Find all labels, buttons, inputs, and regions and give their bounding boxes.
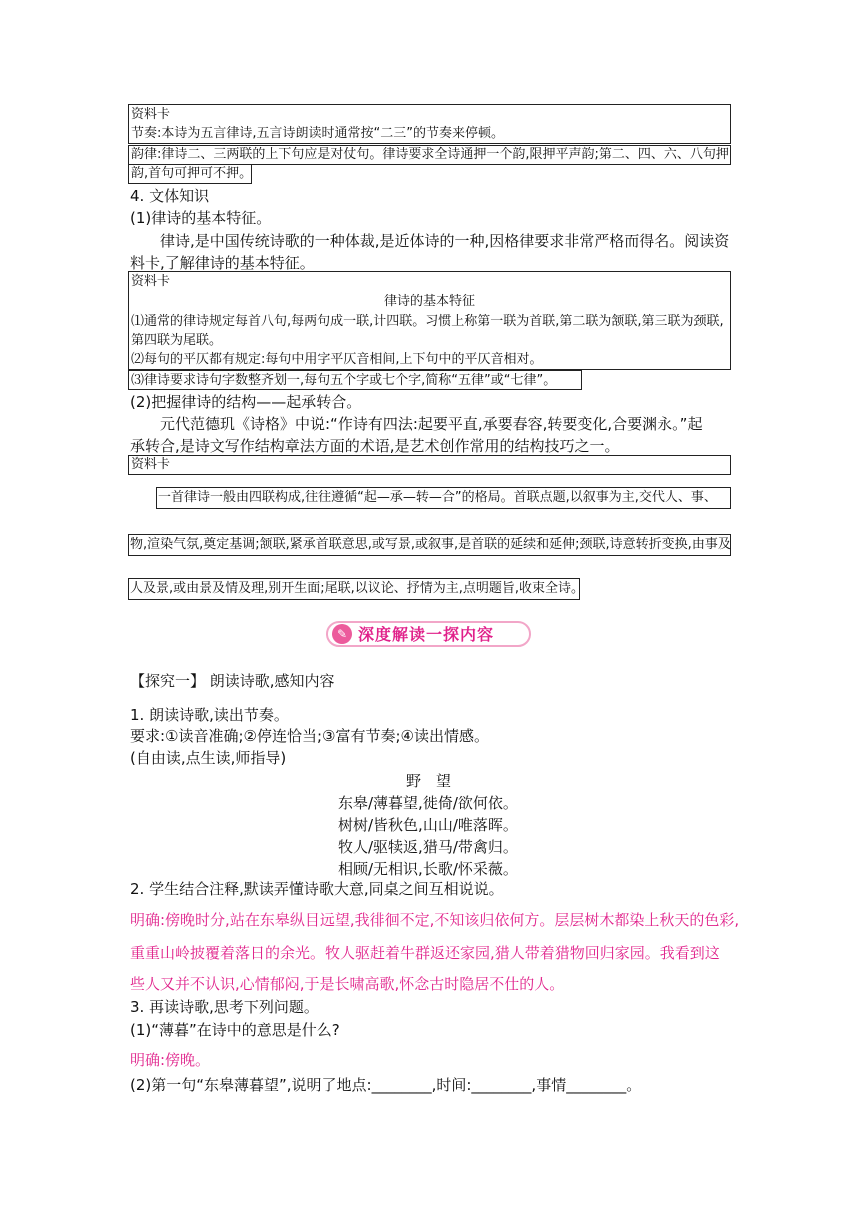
paragraph-cont: 承转合,是诗文写作结构章法方面的术语,是艺术创作常用的结构技巧之一。 (130, 437, 620, 455)
subheading: (2)把握律诗的结构——起承转合。 (130, 393, 362, 411)
answer-2-cont: 些人又并不认识,心情郁闷,于是长啸高歌,怀念古时隐居不仕的人。 (130, 975, 565, 993)
subheading: (1)律诗的基本特征。 (130, 209, 272, 227)
info-card-structure (128, 455, 731, 475)
poem-line: 相顾/无相识,长歌/怀采薇。 (338, 860, 518, 878)
paragraph-cont: 料卡,了解律诗的基本特征。 (130, 254, 315, 272)
card-rhythm-text: 节奏:本诗为五言律诗,五言诗朗读时通常按“二三”的节奏来停顿。 (131, 126, 504, 141)
feature-item-2: ⑵每句的平仄都有规定:每句中用字平仄音相间,上下句中的平仄音相对。 (131, 352, 543, 367)
card-title: 资料卡 (131, 274, 171, 289)
section-banner (326, 621, 531, 647)
requirements: 要求:①读音准确;②停连恰当;③富有节奏;④读出情感。 (130, 727, 490, 745)
card-rhyme-text: 韵律:律诗二、三两联的上下句应是对仗句。律诗要求全诗通押一个韵,限押平声韵;第二、四、六、八句押 (131, 147, 729, 162)
structure-text-2: 物,渲染气氛,奠定基调;颔联,紧承首联意思,或写景,或叙事,是首联的延续和延伸;颈联,诗意转折变换,由事及 (130, 537, 731, 552)
poem-line: 树树/皆秋色,山山/唯落晖。 (338, 816, 518, 834)
feature-item-1-cont: 第四联为尾联。 (131, 333, 223, 348)
structure-text-1: 一首律诗一般由四联构成,往往遵循“起—承—转—合”的格局。首联点题,以叙事为主,交代人、事、 (158, 490, 717, 505)
explore-heading: 【探究一】 朗读诗歌,感知内容 (130, 672, 335, 690)
question-2: 2. 学生结合注释,默读弄懂诗歌大意,同桌之间互相说说。 (130, 880, 504, 898)
section-heading: 4. 文体知识 (130, 187, 210, 205)
paragraph: 律诗,是中国传统诗歌的一种体裁,是近体诗的一种,因格律要求非常严格而得名。阅读资 (160, 232, 730, 250)
answer-2: 明确:傍晚时分,站在东皋纵目远望,我徘徊不定,不知该归依何方。层层树木都染上秋天的色彩, (130, 911, 740, 929)
banner-label: 深度解读一探内容 (358, 625, 495, 644)
answer-3-1: 明确:傍晚。 (130, 1051, 211, 1069)
poem-line: 东皋/薄暮望,徙倚/欲何依。 (338, 794, 518, 812)
poem-title: 野 望 (406, 772, 452, 790)
answer-2-cont: 重重山岭披覆着落日的余光。牧人驱赶着牛群返还家园,猎人带着猎物回归家园。我看到这 (130, 944, 720, 962)
question-1: 1. 朗读诗歌,读出节奏。 (130, 706, 289, 724)
reading-method: (自由读,点生读,师指导) (130, 749, 287, 767)
question-3-1: (1)“薄暮”在诗中的意思是什么? (130, 1021, 340, 1039)
card-rhyme-text-cont: 韵,首句可押可不押。 (131, 166, 253, 181)
book-icon: ✎ (332, 624, 352, 644)
card-title: 资料卡 (131, 107, 171, 122)
structure-text-3: 人及景,或由景及情及理,别开生面;尾联,以议论、抒情为主,点明题旨,收束全诗。 (130, 581, 585, 596)
card-title: 资料卡 (131, 457, 171, 472)
question-3-2: (2)第一句“东皋薄暮望”,说明了地点:________,时间:________,事情________。 (130, 1076, 642, 1094)
card-center-title: 律诗的基本特征 (384, 294, 476, 309)
poem-line: 牧人/驱犊返,猎马/带禽归。 (338, 838, 518, 856)
feature-item-1: ⑴通常的律诗规定每首八句,每两句成一联,计四联。习惯上称第一联为首联,第二联为颔联,第三联为颈联, (131, 314, 724, 329)
question-3: 3. 再读诗歌,思考下列问题。 (130, 998, 319, 1016)
feature-item-3: ⑶律诗要求诗句字数整齐划一,每句五个字或七个字,简称“五律”或“七律”。 (131, 373, 557, 388)
paragraph: 元代范德玑《诗格》中说:“作诗有四法:起要平直,承要春容,转要变化,合要渊永。”起 (160, 415, 703, 433)
